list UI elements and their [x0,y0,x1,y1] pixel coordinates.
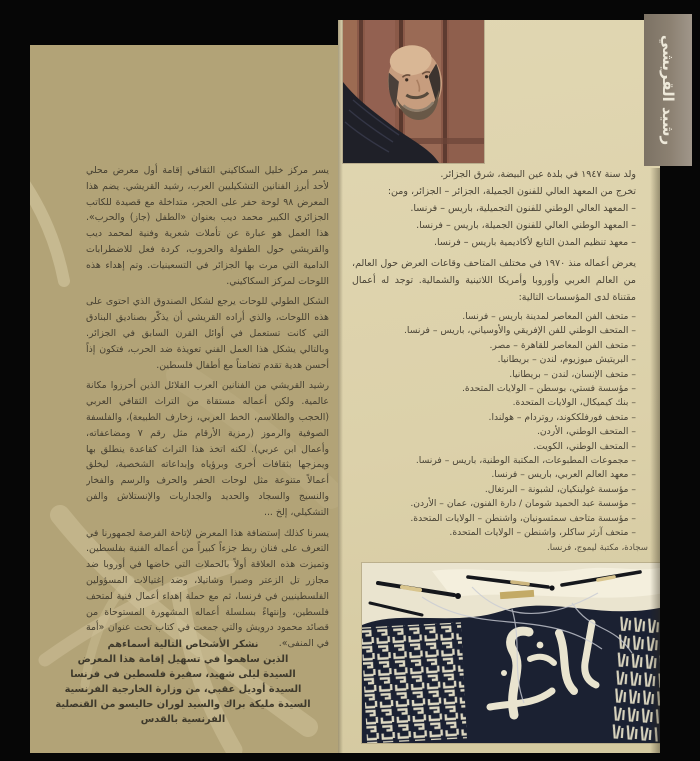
page-gutter-shadow [338,20,343,753]
artwork-caption: سجادة، مكتبة ليموج، فرنسا. [546,543,648,553]
collection-item: – المتحف الوطني للفن الإفريقي والأوسياني، باريس – فرنسا. [404,325,636,337]
collection-item: – مؤسسة متاحف سمثسونيان، واشنطن – الولايات المتحدة. [410,512,636,524]
essay-text [86,163,329,663]
education-item: – معهد تنظيم المدن التابع لأكاديمية باريس – فرنسا. [433,237,636,248]
spine-strip [644,14,692,166]
bio-intro [352,166,636,200]
collection-item: – مجموعات المطبوعات، المكتبة الوطنية، باريس – فرنسا. [415,455,636,467]
spine-title: رشيد القريشي [659,34,677,146]
collection-item: – متحف الفن المعاصر للقاهرة – مصر. [489,339,636,351]
education-list [352,200,636,251]
carpet-artwork-photo [362,563,660,743]
acknowledgments [34,637,332,727]
collection-item: – متحف الفن المعاصر لمدينة باريس – فرنسا. [462,311,636,322]
essay-paragraph: يسر مركز خليل السكاكيني الثقافي إقامة أول معرض محلي لأحد أبرز الفنانين التشكيليين العرب، رشيد القريشي. يضم هذا المعرض ٩٨ لوحة حفر على الحجر، متداخلة مع قصيدة للكاتب الجزائري الكبير محمد ديب بعنوان «الطفل (جاز) والحرب». هذا العمل هو عبارة عن تأملات شعرية وفنية لمحمد ديب والقريشي حول الطفولة والحروب، كردة فعل للاضطرابات الدامية التي مرت بها الجزائر في التسعينيات. وتم إهداء هذه اللوحات لمركز السكاكيني. [86,165,329,287]
collection-item: – مؤسسة غولبنكيان، لشبونة – البرتغال. [484,483,636,495]
bio-line: تخرج من المعهد العالي للفنون الجميلة، الجزائر – الجزائر، ومن: [387,186,636,197]
education-item: – المعهد العالي الوطني للفنون التجميلية، باريس – فرنسا. [410,203,636,214]
acknowledgment-line: نشكر الأشخاص التالية أسماءهم [107,639,259,650]
bio-line: ولد سنة ١٩٤٧ في بلدة عين البيضة، شرق الجزائر. [440,169,636,180]
collection-item: – مؤسسة فستي، بوسطن – الولايات المتحدة. [462,383,636,395]
acknowledgment-line: السيدة مليكة براك والسيد لوران حاليسو من القنصلية الفرنسية بالقدس [55,699,311,725]
exhibitions-intro: يعرض أعماله منذ ١٩٧٠ في مختلف المتاحف وقاعات العرض حول العالم، من العالم العربي وأوروبا وأمريكا اللاتينية والشمالية. توجد له أعمال مقتناة لدى المؤسسات التالية: [352,258,636,303]
collections-list [352,310,636,541]
essay-paragraph: يسرنا كذلك إستضافة هذا المعرض لإتاحة الفرصة لجمهورنا في التعرف على فنان ربط جزءاً كبيراً من أعماله الفنية بفلسطين. وتميزت هذه العلاقة أولاً بالحملات التي خاضها في أوروبا ضد مجازر تل الزعتر وصبرا وشاتيلا، وضد إغتيالات المسؤولين الفلسطينيين في فرنسا، ثم مع حملة إهداء أعمال فنية لمتحف فلسطين، وإنتهاءً بسلسلة أعماله المشهورة المستوحاة من قصائد محمود درويش والتي جمعت في كتاب تحت عنوان «أمة في المنفى». [86,527,329,650]
left-page-panel [30,45,338,753]
education-item: – المعهد الوطني العالي للفنون الجميلة، باريس – فرنسا. [416,220,636,231]
essay-paragraph: الشكل الطولي للوحات يرجع لشكل الصندوق الذي احتوى على هذه اللوحات، والذي أراده القريشي أن يذكّر بصناديق البنادق التي كانت تستعمل في أوائل القرن السابق في الجزائر. وبالتالي يشكل هذا العمل الفني تعويذة ضد الحرب، فتكون إذاً أحسن هدية تقدم تضامناً مع أطفال فلسطين. [86,296,329,371]
collection-item: – المتحف الوطني، الكويت. [533,440,636,452]
right-page-panel [338,20,660,753]
collection-item: – المتحف الوطني، الأردن. [536,426,636,438]
collection-item: – البريتيش ميوزيوم، لندن – بريطانيا. [497,354,636,366]
collection-item: – متحف فورفلككوند، روتردام – هولندا. [488,411,636,423]
collection-item: – متحف آرثر ساكلر، واشنطن – الولايات المتحدة. [449,527,636,539]
page-edge-shadow [650,168,660,753]
artist-portrait-photo [343,20,484,163]
collection-item: – متحف الإنسان، لندن – بريطانيا. [509,368,636,380]
acknowledgment-line: الذين ساهموا في تسهيل إقامة هذا المعرض [77,654,289,665]
acknowledgment-line: السيدة ليلى شهيد، سفيرة فلسطين في فرنسا [70,669,296,680]
essay-paragraph: رشيد القريشي من الفنانين العرب القلائل الذين أحرزوا مكانة عالمية. ولكن أعماله مستقاة من التراث الثقافي العربي (الحجب والطلاسم، الخط العربي، زخارف الطبيعة)، والفلسفة الصوفية والرموز (رمزية الأرقام مثل رقم ٧ ومضاعفاته، وأعمال ابن عربي). لكنه اتخذ هذا التراث كقاعدة ينطلق بها ويمزجها بثقافات أخرى وبرؤياه وإبداعاته الشخصية، ليخلق أعمالاً متنوعة مثل لوحات الحفر والحرف والرسم والفخار والنسيج والسجاد والحديد والجداريات والإنستلاش والفن التشكيلي، إلخ ... [86,380,329,518]
collection-item: – معهد العالم العربي، باريس – فرنسا. [491,469,636,481]
biography-text [352,166,636,546]
collection-item: – بنك كيميكال، الولايات المتحدة. [512,397,636,409]
acknowledgment-line: السيدة أوديل عقبي، من وزارة الخارجية الفرنسية [64,684,302,695]
collection-item: – مؤسسة عبد الحميد شومان / دارة الفنون، عمان – الأردن. [410,498,636,510]
